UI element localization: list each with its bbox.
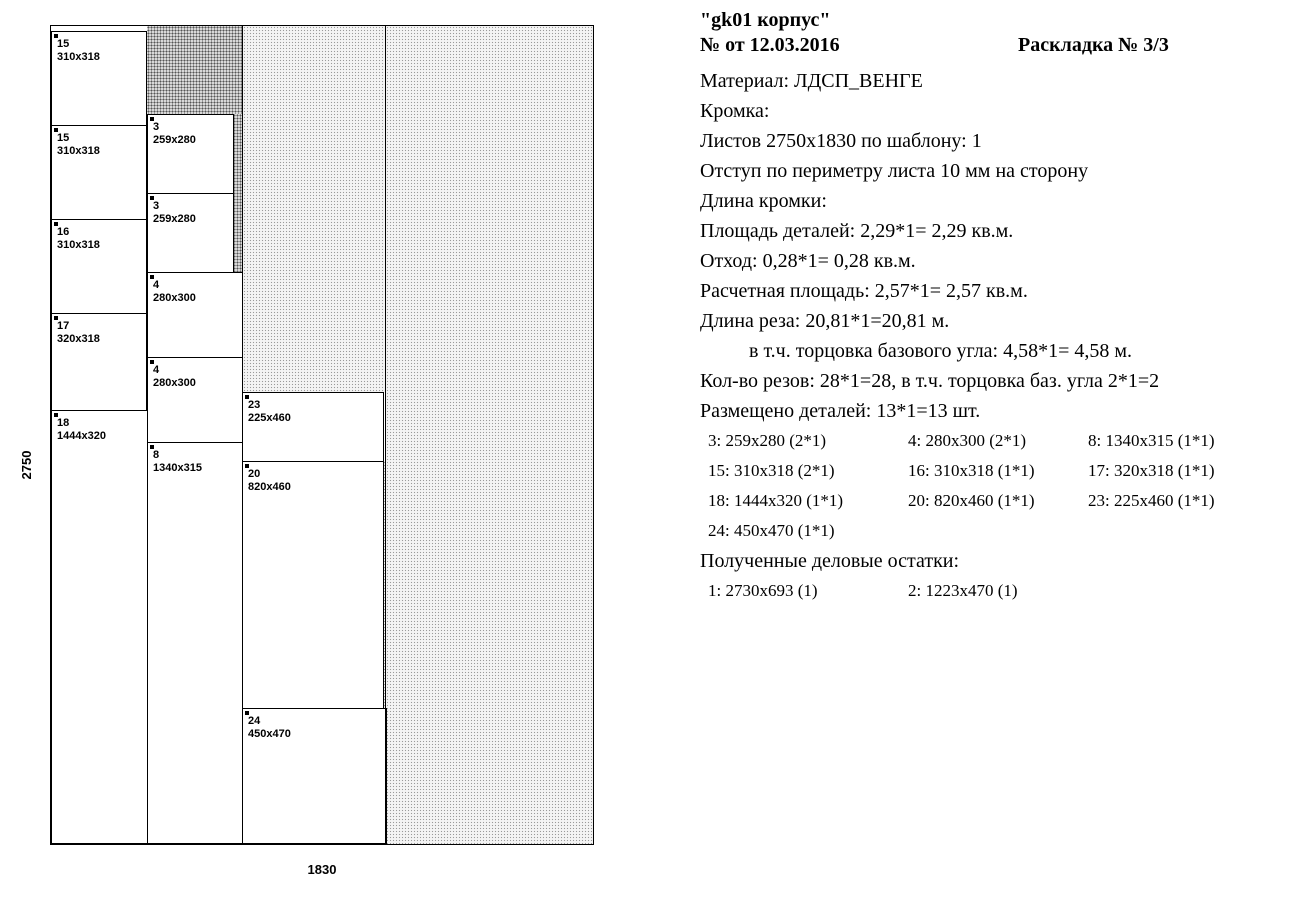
parts-list-item: 23: 225x460 (1*1): [1088, 491, 1215, 510]
info-panel: [700, 8, 1290, 606]
cuts-count-line: Кол-во резов: 28*1=28, в т.ч. торцовка баз. угла 2*1=2: [700, 370, 1160, 392]
part-8: [147, 442, 243, 844]
cut-length-line: Длина реза: 20,81*1=20,81 м.: [700, 310, 950, 332]
header-row: [700, 33, 1290, 58]
waste-line: Отход: 0,28*1= 0,28 кв.м.: [700, 250, 916, 272]
part-18: [51, 410, 148, 844]
part-size: 820x460: [248, 481, 291, 493]
sheet-height-label: 2750: [19, 450, 34, 480]
parts-list-row: [700, 486, 1290, 516]
parts-list-item: 24: 450x470 (1*1): [708, 521, 835, 540]
part-size: 225x460: [248, 412, 291, 424]
part-id: 4: [153, 279, 160, 291]
document-number-date: № от 12.03.2016: [700, 34, 840, 56]
edge-line: Кромка:: [700, 100, 770, 122]
material-line: Материал: ЛДСП_ВЕНГЕ: [700, 70, 923, 92]
part-id: 3: [153, 200, 160, 212]
part-4: [147, 357, 243, 443]
part-3: [147, 193, 234, 273]
part-4: [147, 272, 243, 358]
part-size: 280x300: [153, 292, 196, 304]
margin-line: Отступ по периметру листа 10 мм на сторону: [700, 160, 1089, 182]
waste-area: [147, 26, 243, 114]
cutting-sheet: [50, 25, 594, 845]
calc-area-line: Расчетная площадь: 2,57*1= 2,57 кв.м.: [700, 280, 1028, 302]
parts-list-row: [700, 426, 1290, 456]
cut-line: [385, 26, 386, 844]
part-size: 310x318: [57, 239, 100, 251]
part-23: [242, 392, 384, 462]
offcut-area: [243, 26, 386, 393]
parts-list-row: [700, 456, 1290, 486]
cut-line: [242, 26, 243, 844]
parts-list-item: 18: 1444x320 (1*1): [708, 491, 844, 510]
parts-list-item: [1088, 516, 1288, 546]
part-size: 310x318: [57, 145, 100, 157]
parts-area-line: Площадь деталей: 2,29*1= 2,29 кв.м.: [700, 220, 1014, 242]
part-size: 259x280: [153, 134, 196, 146]
sheet-width-label: 1830: [307, 862, 337, 877]
offcut-item: 1: 2730x693 (1): [708, 581, 818, 600]
part-size: 310x318: [57, 51, 100, 63]
part-id: 8: [153, 449, 160, 461]
part-15: [51, 125, 147, 220]
layout-number: Раскладка № 3/3: [1018, 34, 1169, 56]
part-size: 280x300: [153, 377, 196, 389]
part-id: 15: [57, 132, 70, 144]
part-size: 1340x315: [153, 462, 202, 474]
parts-list-item: [908, 516, 1088, 546]
parts-list-item: 16: 310x318 (1*1): [908, 461, 1035, 480]
part-id: 20: [248, 468, 261, 480]
part-20: [242, 461, 384, 709]
part-id: 24: [248, 715, 261, 727]
part-24: [242, 708, 387, 844]
sheets-line: Листов 2750x1830 по шаблону: 1: [700, 130, 982, 152]
parts-list-item: 3: 259x280 (2*1): [708, 431, 827, 450]
parts-list-item: 4: 280x300 (2*1): [908, 431, 1027, 450]
part-size: 450x470: [248, 728, 291, 740]
offcut-area: [386, 26, 593, 844]
part-id: 16: [57, 226, 70, 238]
offcuts-row: [700, 576, 1290, 606]
part-id: 4: [153, 364, 160, 376]
part-17: [51, 313, 147, 411]
part-id: 3: [153, 121, 160, 133]
offcut-item: 2: 1223x470 (1): [908, 581, 1018, 600]
offcuts-title: Полученные деловые остатки:: [700, 550, 960, 572]
part-3: [147, 114, 234, 194]
parts-list-item: 8: 1340x315 (1*1): [1088, 431, 1215, 450]
trim-line: в т.ч. торцовка базового угла: 4,58*1= 4,58 м.: [749, 340, 1133, 362]
edge-length-line: Длина кромки:: [700, 190, 827, 212]
part-size: 320x318: [57, 333, 100, 345]
parts-list-row: [700, 516, 1290, 546]
placed-parts-line: Размещено деталей: 13*1=13 шт.: [700, 400, 981, 422]
project-title: "gk01 корпус": [700, 9, 831, 31]
parts-list-item: 17: 320x318 (1*1): [1088, 461, 1215, 480]
part-id: 17: [57, 320, 70, 332]
part-15: [51, 31, 147, 126]
part-id: 15: [57, 38, 70, 50]
parts-list-item: 20: 820x460 (1*1): [908, 491, 1035, 510]
part-id: 23: [248, 399, 261, 411]
part-size: 259x280: [153, 213, 196, 225]
part-size: 1444x320: [57, 430, 106, 442]
parts-list-item: 15: 310x318 (2*1): [708, 461, 835, 480]
part-id: 18: [57, 417, 70, 429]
part-16: [51, 219, 147, 314]
